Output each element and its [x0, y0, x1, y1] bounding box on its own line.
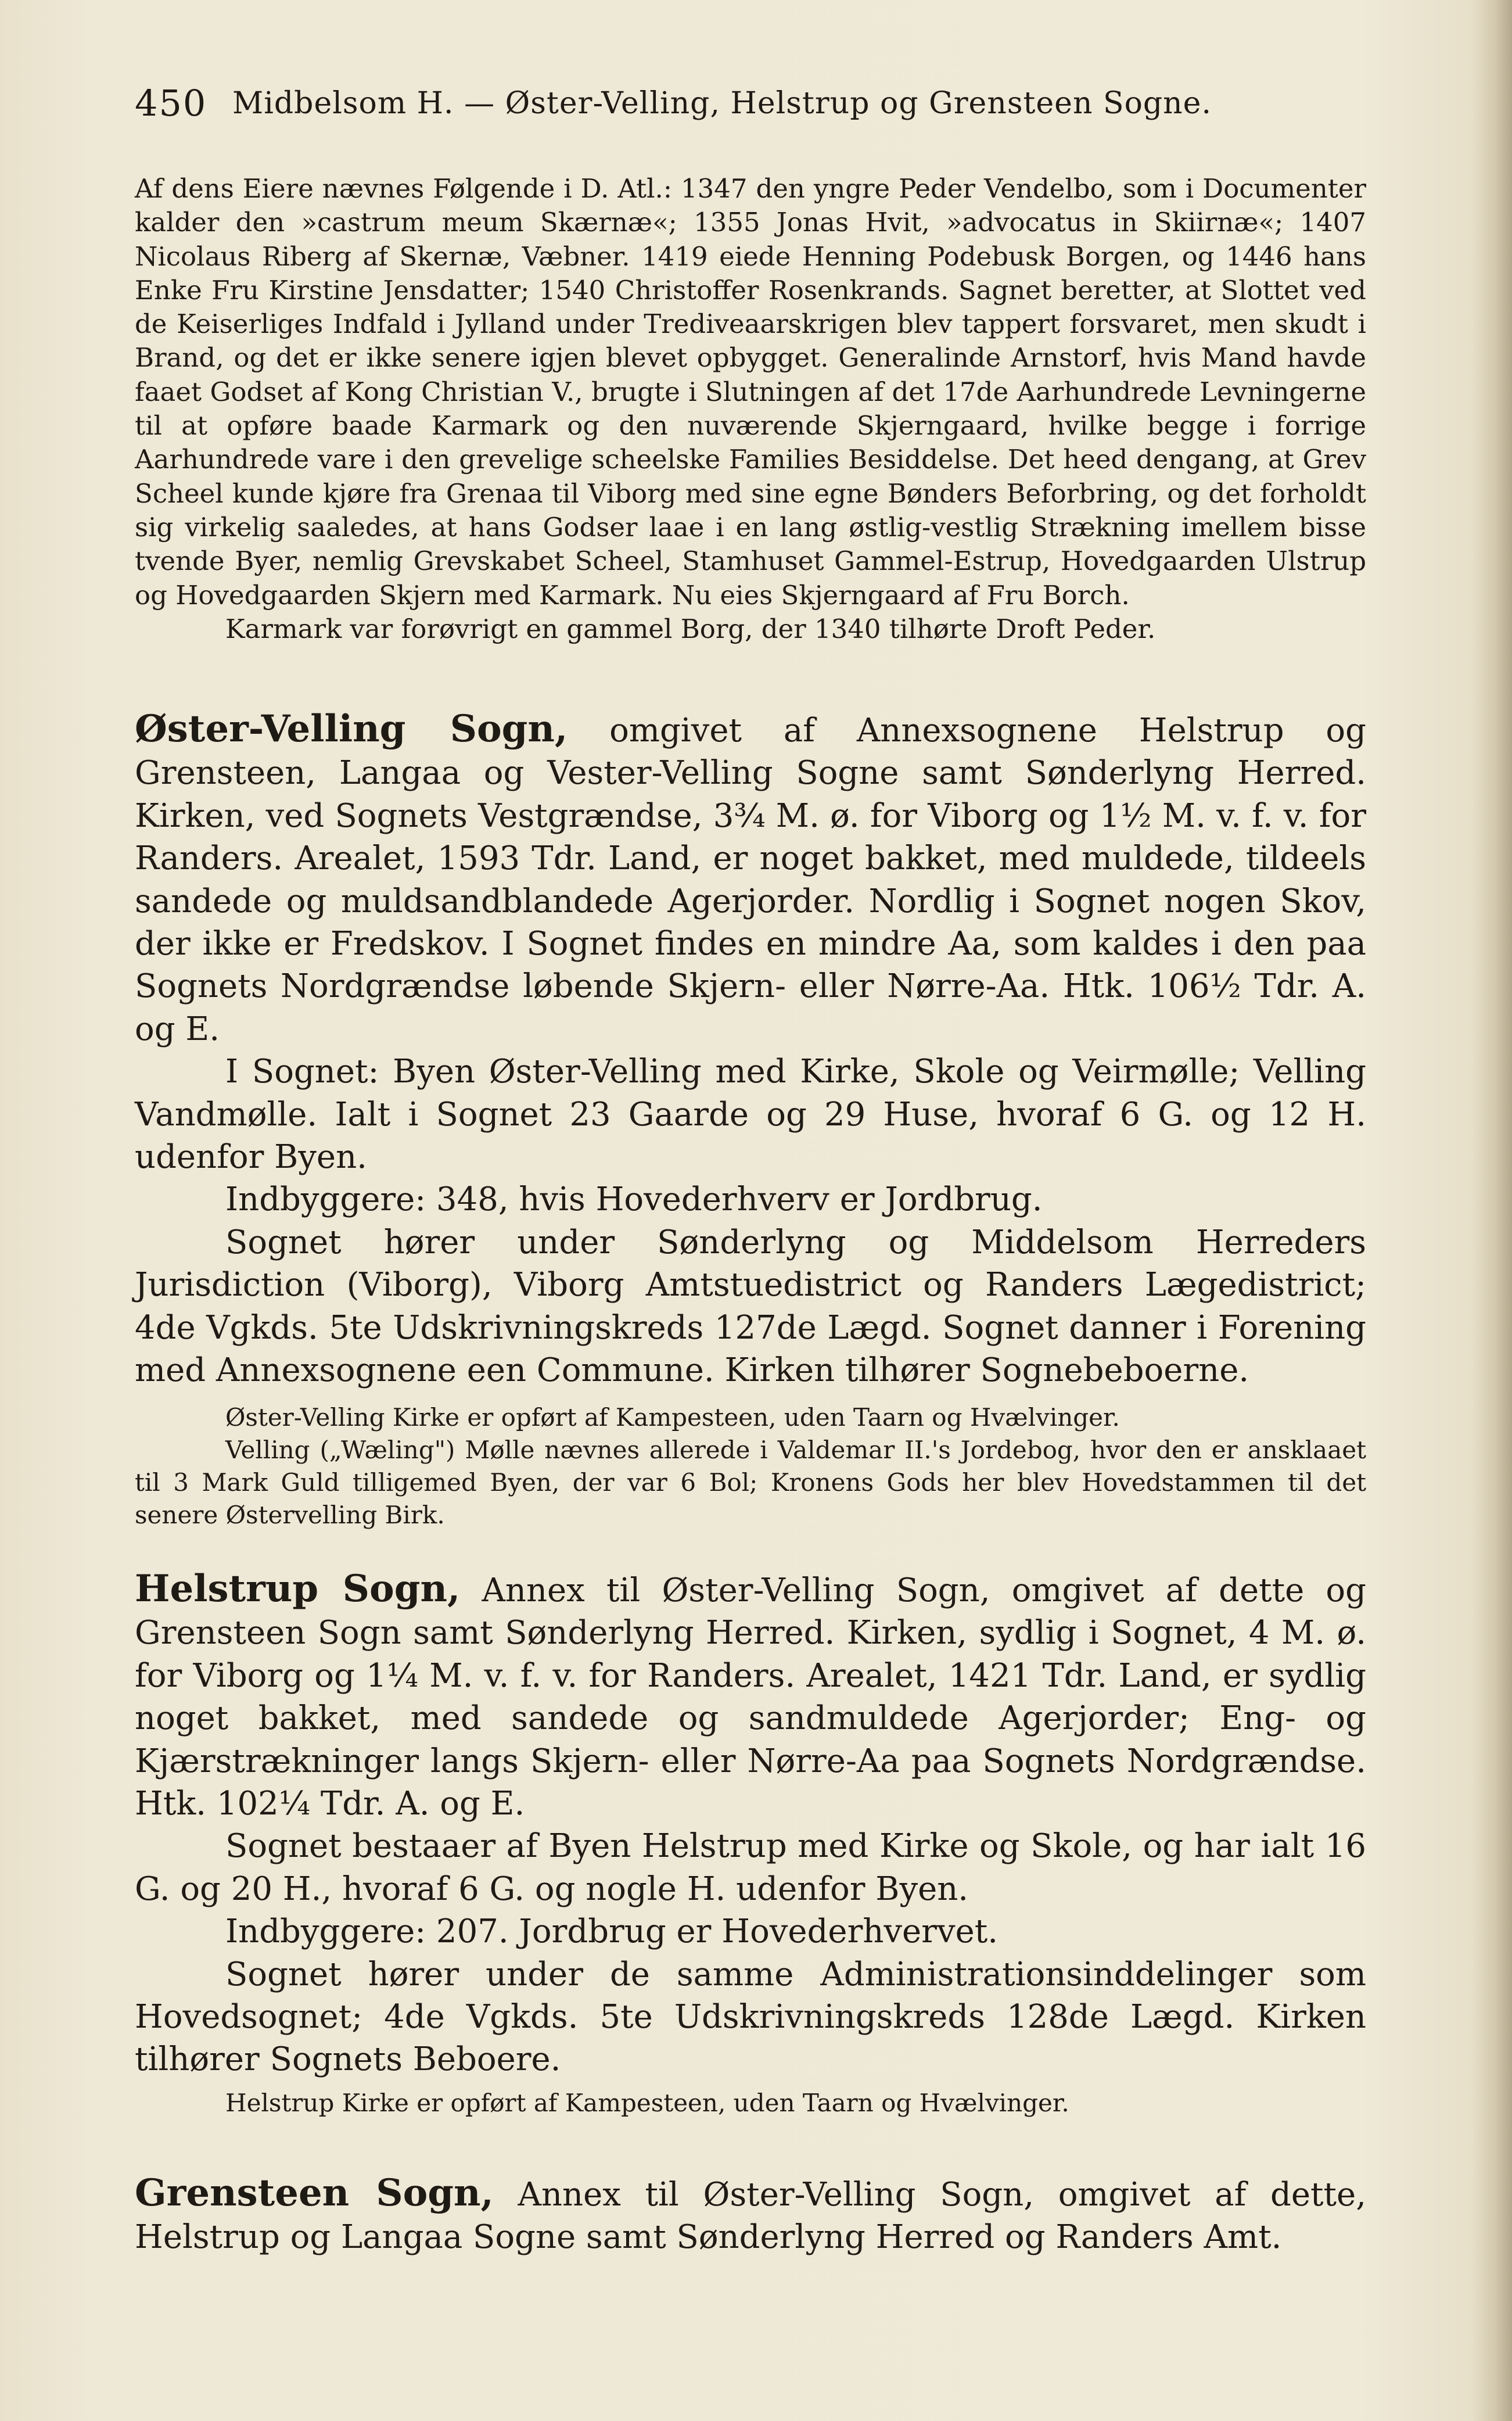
page-edge-shadow [1471, 0, 1512, 2421]
helstrup-description: Annex til Øster-Velling Sogn, omgivet af dette og Grensteen Sogn samt Sønderlyng Herred. Kirken, sydlig i Sognet, 4 M. ø. for Viborg og 1¼ M. v. f. v. for Randers. Arealet, 1421 Tdr. Land, er sydlig noget bakket, med sandede og sandmuldede Agerjorder; Eng- og Kjærstrækninger langs Skjern- eller Nørre-Aa paa Sognets Nordgrændse. Htk. 102¼ Tdr. A. og E. [135, 1572, 1366, 1823]
helstrup-intro [135, 1568, 1366, 1825]
velling-mill-note: Velling („Wæling") Mølle nævnes allerede i Valdemar II.'s Jordebog, hvor den er ansklaaet til 3 Mark Guld tilligemed Byen, der var 6 Bol; Kronens Gods her blev Hovedstammen til det senere Østervelling Birk. [135, 1436, 1366, 1529]
oster-velling-population: Indbyggere: 348, hvis Hovederhverv er Jordbrug. [225, 1181, 1043, 1219]
oster-velling-heading: Øster-Velling Sogn, [135, 707, 568, 751]
oster-velling-administration: Sognet hører under Sønderlyng og Middelsom Herreders Jurisdiction (Viborg), Viborg Amtstuedistrict og Randers Lægedistrict; 4de Vgkds. 5te Udskrivningskreds 127de Lægd. Sognet danner i Forening med Annexsognene een Commune. Kirken tilhører Sognebeboerne. [135, 1223, 1366, 1390]
helstrup-heading: Helstrup Sogn, [135, 1567, 461, 1611]
oster-velling-localities: I Sognet: Byen Øster-Velling med Kirke, Skole og Veirmølle; Velling Vandmølle. Ialt i Sognet 23 Gaarde og 29 Huse, hvoraf 6 G. og 12 H. udenfor Byen. [135, 1053, 1366, 1177]
helstrup-population: Indbyggere: 207. Jordbrug er Hovederhvervet. [225, 1913, 999, 1951]
intro-section [135, 172, 1366, 646]
oster-velling-church-note: Øster-Velling Kirke er opført af Kampesteen, uden Taarn og Hvælvinger. [225, 1403, 1120, 1432]
helstrup-localities: Sognet bestaaer af Byen Helstrup med Kirke og Skole, og har ialt 16 G. og 20 H., hvoraf 6 G. og nogle H. udenfor Byen. [135, 1827, 1366, 1908]
karmark-paragraph: Karmark var forøvrigt en gammel Borg, der 1340 tilhørte Droft Peder. [225, 613, 1156, 644]
grensteen-intro [135, 2172, 1366, 2259]
page-header [135, 80, 1221, 127]
helstrup-administration: Sognet hører under de samme Administrationsinddelinger som Hovedsognet; 4de Vgkds. 5te Udskrivningskreds 128de Lægd. Kirken tilhører Sognets Beboere. [135, 1955, 1366, 2079]
oster-velling-intro [135, 708, 1366, 1050]
helstrup-church-note: Helstrup Kirke er opført af Kampesteen, uden Taarn og Hvælvinger. [225, 2089, 1069, 2117]
oster-velling-notes [135, 1401, 1366, 1531]
grensteen-section [135, 2172, 1366, 2259]
helstrup-section [135, 1568, 1366, 2081]
intro-paragraph: Af dens Eiere nævnes Følgende i D. Atl.: 1347 den yngre Peder Vendelbo, som i Documenter kalder den »castrum meum Skærnæ«; 1355 Jonas Hvit, »advocatus in Skiirnæ«; 1407 Nicolaus Riberg af Skernæ, Væbner. 1419 eiede Henning Podebusk Borgen, og 1446 hans Enke Fru Kirstine Jensdatter; 1540 Christoffer Rosenkrands. Sagnet beretter, at Slottet ved de Keiserliges Indfald i Jylland under Trediveaarskrigen blev tappert forsvaret, men skudt i Brand, og det er ikke senere igjen blevet opbygget. Generalinde Arnstorf, hvis Mand havde faaet Godset af Kong Christian V., brugte i Slutningen af det 17de Aarhundrede Levningerne til at opføre baade Karmark og den nuværende Skjerngaard, hvilke begge i forrige Aarhundrede vare i den grevelige scheelske Families Besiddelse. Det heed dengang, at Grev Scheel kunde kjøre fra Grenaa til Viborg med sine egne Bønders Beforbring, og det forholdt sig virkelig saaledes, at hans Godser laae i en lang østlig-vestlig Strækning imellem bisse tvende Byer, nemlig Grevskabet Scheel, Stamhuset Gammel-Estrup, Hovedgaarden Ulstrup og Hovedgaarden Skjern med Karmark. Nu eies Skjerngaard af Fru Borch. [135, 173, 1366, 611]
grensteen-heading: Grensteen Sogn, [135, 2171, 494, 2215]
oster-velling-section [135, 708, 1366, 1392]
running-head: Midbelsom H. — Øster-Velling, Helstrup og Grensteen Sogne. [232, 86, 1212, 121]
page-number: 450 [135, 82, 207, 124]
helstrup-notes [135, 2087, 1366, 2119]
grensteen-description: Annex til Øster-Velling Sogn, omgivet af dette, Helstrup og Langaa Sogne samt Sønderlyng Herred og Randers Amt. [135, 2176, 1366, 2257]
oster-velling-description: omgivet af Annexsognene Helstrup og Grensteen, Langaa og Vester-Velling Sogne samt Sønderlyng Herred. Kirken, ved Sognets Vestgrændse, 3¾ M. ø. for Viborg og 1½ M. v. f. v. for Randers. Arealet, 1593 Tdr. Land, er noget bakket, med muldede, tildeels sandede og muldsandblandede Agerjorder. Nordlig i Sognet nogen Skov, der ikke er Fredskov. I Sognet findes en mindre Aa, som kaldes i den paa Sognets Nordgrændse løbende Skjern- eller Nørre-Aa. Htk. 106½ Tdr. A. og E. [135, 712, 1366, 1048]
